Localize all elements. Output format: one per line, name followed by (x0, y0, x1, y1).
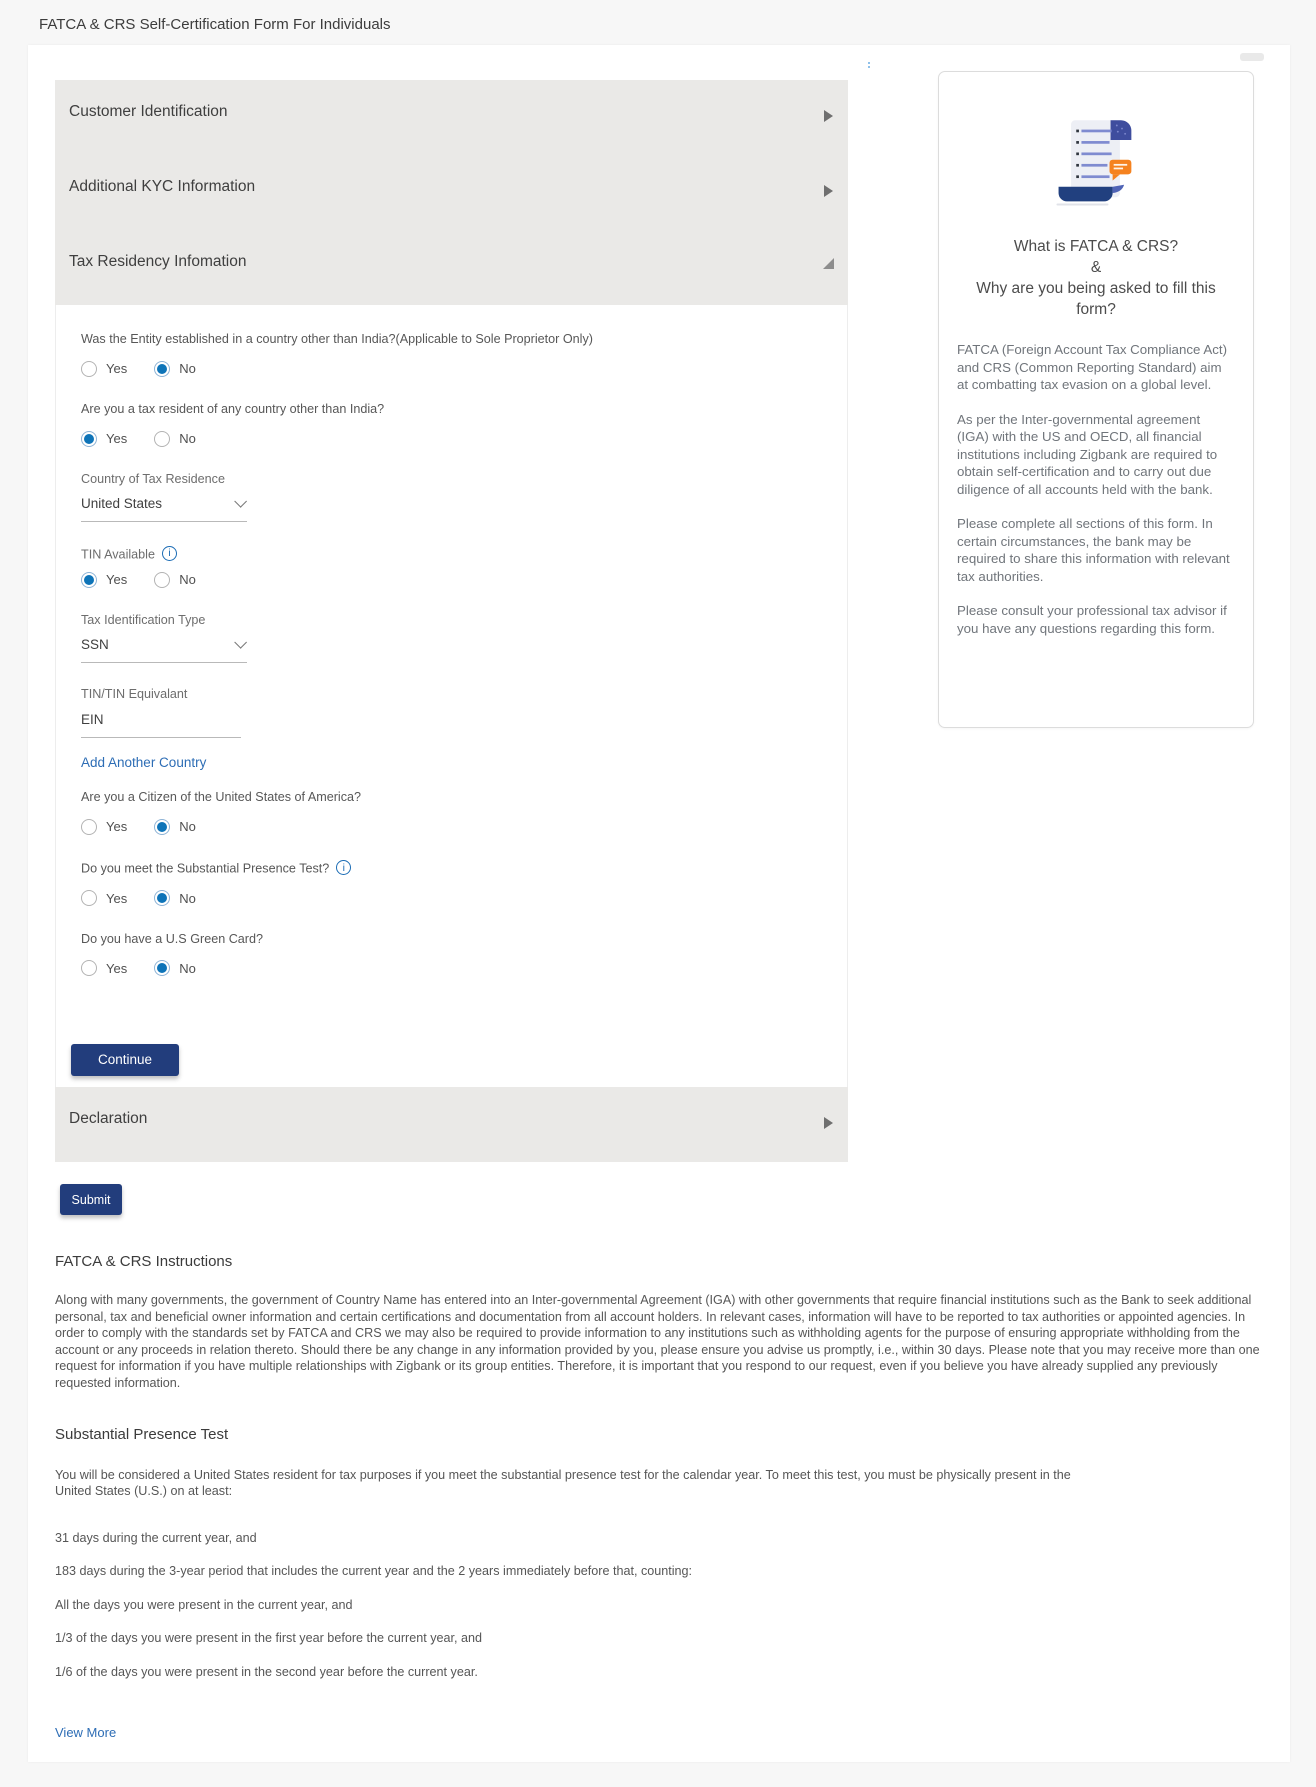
instructions-section (55, 1253, 1267, 1742)
yes-label: Yes (106, 431, 128, 446)
tax-identification-type-select[interactable] (81, 637, 247, 663)
tin-available-label: TIN Available i (81, 546, 827, 561)
country-of-tax-residence-select[interactable] (81, 496, 247, 522)
no-label: No (179, 572, 196, 588)
info-paragraph: FATCA (Foreign Account Tax Compliance Act) and CRS (Common Reporting Standard) aim at combatting tax evasion on a global level. (957, 342, 1227, 392)
green-card-question-label: Do you have a U.S Green Card? (81, 931, 264, 946)
tin-available-yes-option[interactable] (81, 572, 127, 588)
entity-no-radio[interactable] (154, 361, 170, 377)
country-of-tax-residence-label: Country of Tax Residence (81, 472, 225, 486)
add-another-country-link[interactable]: Add Another Country (81, 755, 207, 771)
spt-item: 31 days during the current year, and (55, 1530, 257, 1545)
yes-label: Yes (106, 572, 128, 588)
document-scroll-illustration (1044, 116, 1148, 216)
tax-resident-radio-group (81, 430, 827, 447)
spt-item: 1/6 of the days you were present in the second year before the current year. (55, 1664, 478, 1679)
green-card-no-radio[interactable] (154, 960, 170, 976)
selected-country: United States (81, 496, 163, 511)
spt-no-option[interactable] (154, 890, 196, 906)
citizen-no-option[interactable] (154, 819, 196, 835)
green-card-no-option[interactable] (154, 960, 196, 976)
spt-item: All the days you were present in the current year, and (55, 1597, 353, 1612)
citizen-radio-group (81, 818, 827, 835)
chevron-down-icon (234, 636, 247, 649)
spt-item: 183 days during the 3-year period that includes the current year and the 2 years immediately before that, counting: (55, 1564, 693, 1579)
chevron-right-icon (824, 1117, 833, 1129)
chevron-down-icon (234, 495, 247, 508)
section-additional-kyc[interactable] (55, 155, 848, 230)
section-title: Declaration (69, 1110, 148, 1127)
page-title: FATCA & CRS Self-Certification Form For Individuals (39, 16, 391, 33)
info-card-heading (968, 236, 1224, 320)
scrollbar-pill (1240, 53, 1264, 61)
section-title: Customer Identification (69, 103, 228, 120)
spt-heading: Substantial Presence Test (55, 1425, 229, 1443)
spt-radio-group (81, 890, 827, 907)
citizen-yes-radio[interactable] (81, 819, 97, 835)
info-icon[interactable]: i (162, 546, 177, 561)
green-card-yes-option[interactable] (81, 960, 127, 976)
yes-label: Yes (106, 819, 128, 835)
entity-yes-option[interactable] (81, 361, 127, 377)
spt-yes-option[interactable] (81, 890, 127, 906)
tax-resident-no-option[interactable] (154, 431, 196, 447)
section-customer-identification[interactable] (55, 80, 848, 155)
info-heading-line1: What is FATCA & CRS? (1013, 238, 1179, 255)
section-tax-residency[interactable] (55, 230, 848, 305)
selected-tax-id-type: SSN (81, 637, 109, 653)
entity-question-label: Was the Entity established in a country other than India?(Applicable to Sole Proprietor Only) (81, 332, 593, 346)
green-card-yes-radio[interactable] (81, 960, 97, 976)
spt-no-radio[interactable] (154, 890, 170, 906)
tin-equivalent-input[interactable] (81, 712, 241, 738)
submit-button[interactable]: Submit (60, 1184, 122, 1215)
tax-identification-type-label: Tax Identification Type (81, 613, 206, 628)
info-icon[interactable]: i (336, 860, 351, 875)
entity-radio-group (81, 360, 827, 377)
citizen-yes-option[interactable] (81, 819, 127, 835)
yes-label: Yes (106, 890, 128, 906)
expanded-triangle-icon (823, 258, 835, 270)
spt-item: 1/3 of the days you were present in the first year before the current year, and (55, 1631, 483, 1646)
spt-intro: You will be considered a United States resident for tax purposes if you meet the substantial presence test for the calendar year. To meet this test, you must be physically present in the United States (U.S.) on at least: (55, 1467, 1071, 1499)
yes-label: Yes (106, 960, 128, 976)
yes-label: Yes (106, 361, 128, 376)
no-label: No (179, 431, 196, 446)
info-paragraph: Please complete all sections of this form. In certain circumstances, the bank may be required to share this information with relevant tax authorities. (957, 516, 1230, 584)
form-card (28, 45, 1290, 1762)
info-card-body (939, 320, 1253, 637)
tin-equivalent-label: TIN/TIN Equivalant (81, 687, 188, 702)
spt-yes-radio[interactable] (81, 890, 97, 906)
fatca-info-card (938, 71, 1254, 728)
info-heading-line2: Why are you being asked to fill this form? (976, 280, 1216, 318)
instructions-body: Along with many governments, the government of Country Name has entered into an Inter-governmental Agreement (IGA) with other governments that require financial institutions such as the Bank to seek additional personal, tax and beneficial owner information and certain certifications and documentation from all account holders. In relevant cases, information will have to be reported to tax authorities or appointed agencies. In order to comply with the standards set by FATCA and CRS we may also be required to provide information to any institutions such as withholding agents for the purpose of ensuring appropriate withholding from the account or any proceeds in relation thereto. Should there be any change in any information provided by you, please ensure you advise us promptly, i.e., within 30 days. Please note that you may receive more than one request for information if you have multiple relationships with Zigbank or its group entities. Therefore, it is important that you respond to our request, even if you believe you have already supplied any previously requested information. (55, 1293, 1260, 1390)
spt-criteria-list (55, 1531, 1267, 1679)
tin-available-no-radio[interactable] (154, 572, 170, 588)
info-paragraph: As per the Inter-governmental agreement (IGA) with the US and OECD, all financial institutions including Zigbank are required to obtain self-certification and to carry out due diligence of all accounts held with the bank. (957, 411, 1218, 497)
no-label: No (179, 960, 196, 976)
chevron-right-icon (824, 110, 833, 122)
spt-question-label: Do you meet the Substantial Presence Test? i (81, 860, 827, 875)
green-card-radio-group (81, 960, 827, 977)
no-label: No (179, 361, 196, 376)
citizen-question-label: Are you a Citizen of the United States of America? (81, 790, 362, 805)
continue-button[interactable]: Continue (71, 1044, 179, 1076)
tax-resident-question-label: Are you a tax resident of any country other than India? (81, 402, 385, 416)
tin-available-yes-radio[interactable] (81, 572, 97, 588)
tin-available-radio-group (81, 571, 827, 588)
citizen-no-radio[interactable] (154, 819, 170, 835)
tax-resident-yes-option[interactable] (81, 431, 127, 447)
view-more-link[interactable]: View More (55, 1725, 117, 1741)
tax-resident-yes-radio[interactable] (81, 431, 97, 447)
scroll-indicator-dots (868, 62, 870, 64)
no-label: No (179, 890, 196, 906)
tax-resident-no-radio[interactable] (154, 431, 170, 447)
entity-yes-radio[interactable] (81, 361, 97, 377)
tax-residency-panel (55, 305, 848, 1087)
instructions-heading: FATCA & CRS Instructions (55, 1253, 233, 1270)
section-title: Tax Residency Infomation (69, 253, 247, 270)
info-heading-amp: & (1090, 259, 1102, 276)
chevron-right-icon (824, 185, 833, 197)
accordion (55, 80, 848, 1162)
section-declaration[interactable] (55, 1087, 848, 1162)
section-title: Additional KYC Information (69, 178, 256, 195)
entity-no-option[interactable] (154, 361, 196, 377)
tin-available-no-option[interactable] (154, 572, 196, 588)
info-paragraph: Please consult your professional tax advisor if you have any questions regarding this form. (957, 603, 1227, 636)
no-label: No (179, 819, 196, 835)
